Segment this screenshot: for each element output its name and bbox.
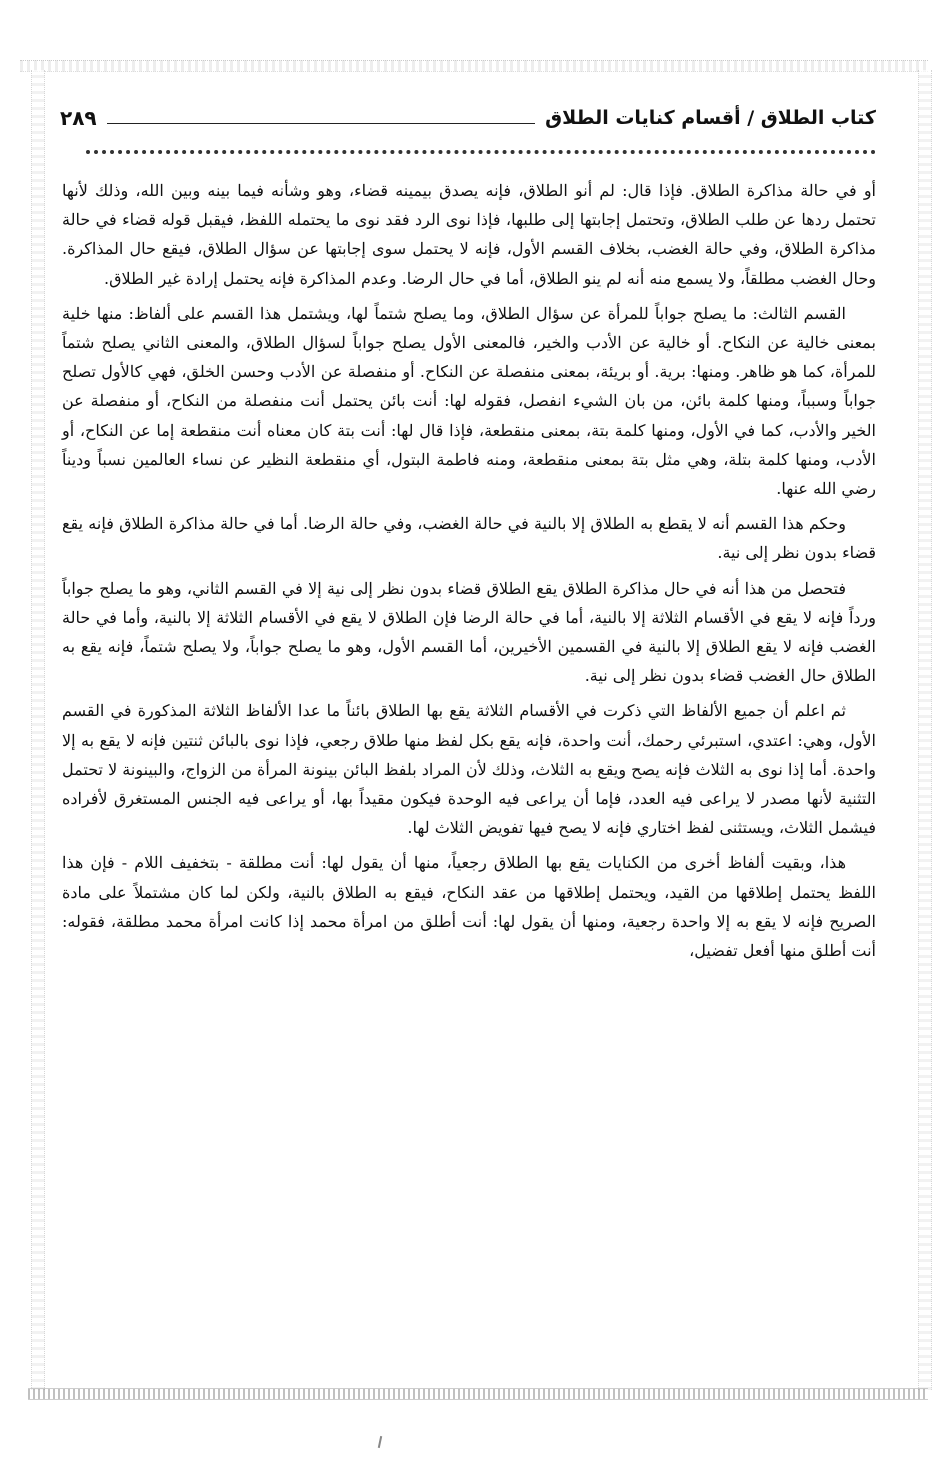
scan-mark	[378, 1436, 382, 1448]
body-text	[62, 176, 876, 971]
page-border-bottom	[28, 1388, 928, 1400]
page-number: ٢٨٩	[60, 106, 97, 130]
page-border-top	[20, 60, 928, 72]
dotted-separator	[86, 150, 876, 154]
header-title: كتاب الطلاق / أقسام كنايات الطلاق	[545, 107, 876, 129]
paragraph: هذا، وبقيت ألفاظ أخرى من الكنايات يقع بها الطلاق رجعياً، منها أن يقول لها: أنت مطلقة - بتخفيف اللام - فإن هذا اللفظ يحتمل إطلاقها من القيد، ويحتمل إطلاقها من عقد النكاح، فيقع به الطلاق بالنية، ولكن لما كان مشتملاً على مادة الصريح فإنه لا يقع به إلا واحدة رجعية، ومنها أن يقول لها: أنت أطلق من امرأة محمد إذا كانت امرأة محمد مطلقة، فقوله: أنت أطلق منها أفعل تفضيل،	[62, 853, 876, 961]
paragraph: فتحصل من هذا أنه في حال مذاكرة الطلاق يقع الطلاق قضاء بدون نظر إلى نية إلا في القسم الثاني، وهو ما يصلح جواباً ورداً فإنه لا يقع في الأقسام الثلاثة إلا بالنية، أما في حالة الرضا فإن الطلاق لا يقع في الأقسام الثلاثة إلا بالنية، وأما في حالة الغضب فإنه لا يقع الطلاق إلا بالنية في القسمين الأخيرين، أما القسم الأول، وهو ما يصلح جواباً، ولا يصلح شتماً، فإنه يقع به الطلاق حال الغضب قضاء بدون نظر إلى نية.	[62, 578, 876, 686]
paragraph: ثم اعلم أن جميع الألفاظ التي ذكرت في الأقسام الثلاثة يقع بها الطلاق بائناً ما عدا الألفاظ الثلاثة المذكورة في القسم الأول، وهي: اعتدي، استبرئي رحمك، أنت واحدة، فإنه يقع بكل لفظ منها طلاق رجعي، فإذا نوى بالبائن ثنتين فإنه لا يقع به إلا واحدة. أما إذا نوى به الثلاث فإنه يصح ويقع به الثلاث، وذلك لأن المراد بلفظ البائن بينونة المرأة من الزواج، والبينونة لا تحتمل التثنية لأنها مصدر لا يراعى فيه العدد، فإما أن يراعى فيه الوحدة فيكون مقيداً بها، أو يراعى فيه الجنس المستغرق لأفراده فيشمل الثلاث، ويستثنى لفظ اختاري فإنه لا يصح فيها تفويض الثلاث لها.	[62, 701, 877, 838]
header-rule	[107, 123, 536, 124]
paragraph: القسم الثالث: ما يصلح جواباً للمرأة عن سؤال الطلاق، وما يصلح شتماً لها، ويشتمل هذا القسم على ألفاظ: منها خلية بمعنى خالية عن النكاح. أو خالية عن الأدب والخير، فالمعنى الأول يصلح جواباً لسؤال الطلاق، والمعنى الثاني يصلح شتماً للمرأة، كما هو ظاهر. ومنها: برية. أو بريئة، بمعنى منفصلة عن النكاح. أو منفصلة عن الأدب وحسن الخلق، فهي كالأول تصلح جواباً وسبباً، ومنها كلمة بائن، من بان الشيء انفصل، فقوله لها: أنت بائن يحتمل أنت منفصلة من النكاح، أو منفصلة عن الخير والأدب، كما في الأول، ومنها كلمة بتة، بمعنى منقطعة، فإذا قال لها: أنت بتة كان معناه أنت منقطعة إما عن النكاح، أو الأدب، ومنها كلمة بتلة، وهي مثل بتة بمعنى منقطعة، ومنه فاطمة البتول، أي منقطعة النظير عن نساء العالمين نسباً وديناً رضي الله عنها.	[62, 303, 876, 499]
paragraph: وحكم هذا القسم أنه لا يقطع به الطلاق إلا بالنية في حالة الغضب، وفي حالة الرضا. أما في حالة مذاكرة الطلاق فإنه يقع قضاء بدون نظر إلى نية.	[62, 514, 876, 563]
page-border-right	[918, 70, 932, 1390]
page-border-left	[31, 70, 45, 1390]
running-header	[60, 96, 876, 140]
paragraph: أو في حالة مذاكرة الطلاق. فإذا قال: لم أنو الطلاق، فإنه يصدق بيمينه قضاء، وهو وشأنه فيما بينه وبين الله، وذلك لأنها تحتمل ردها عن طلب الطلاق، وتحتمل إجابتها إلى طلبها، فإذا نوى الرد فقد نوى ما يحتمله اللفظ، فيقبل قوله قضاء في حالة مذاكرة الطلاق، وفي حالة الغضب، بخلاف القسم الأول، فإنه لا يحتمل سوى إجابتها عن سؤال الطلاق، فيقع حال المذاكرة. وحال الغضب مطلقاً، ولا يسمع منه أنه لم ينو الطلاق، أما في حال الرضا. وعدم المذاكرة فإنه يحتمل إرادة غير الطلاق.	[62, 181, 876, 288]
